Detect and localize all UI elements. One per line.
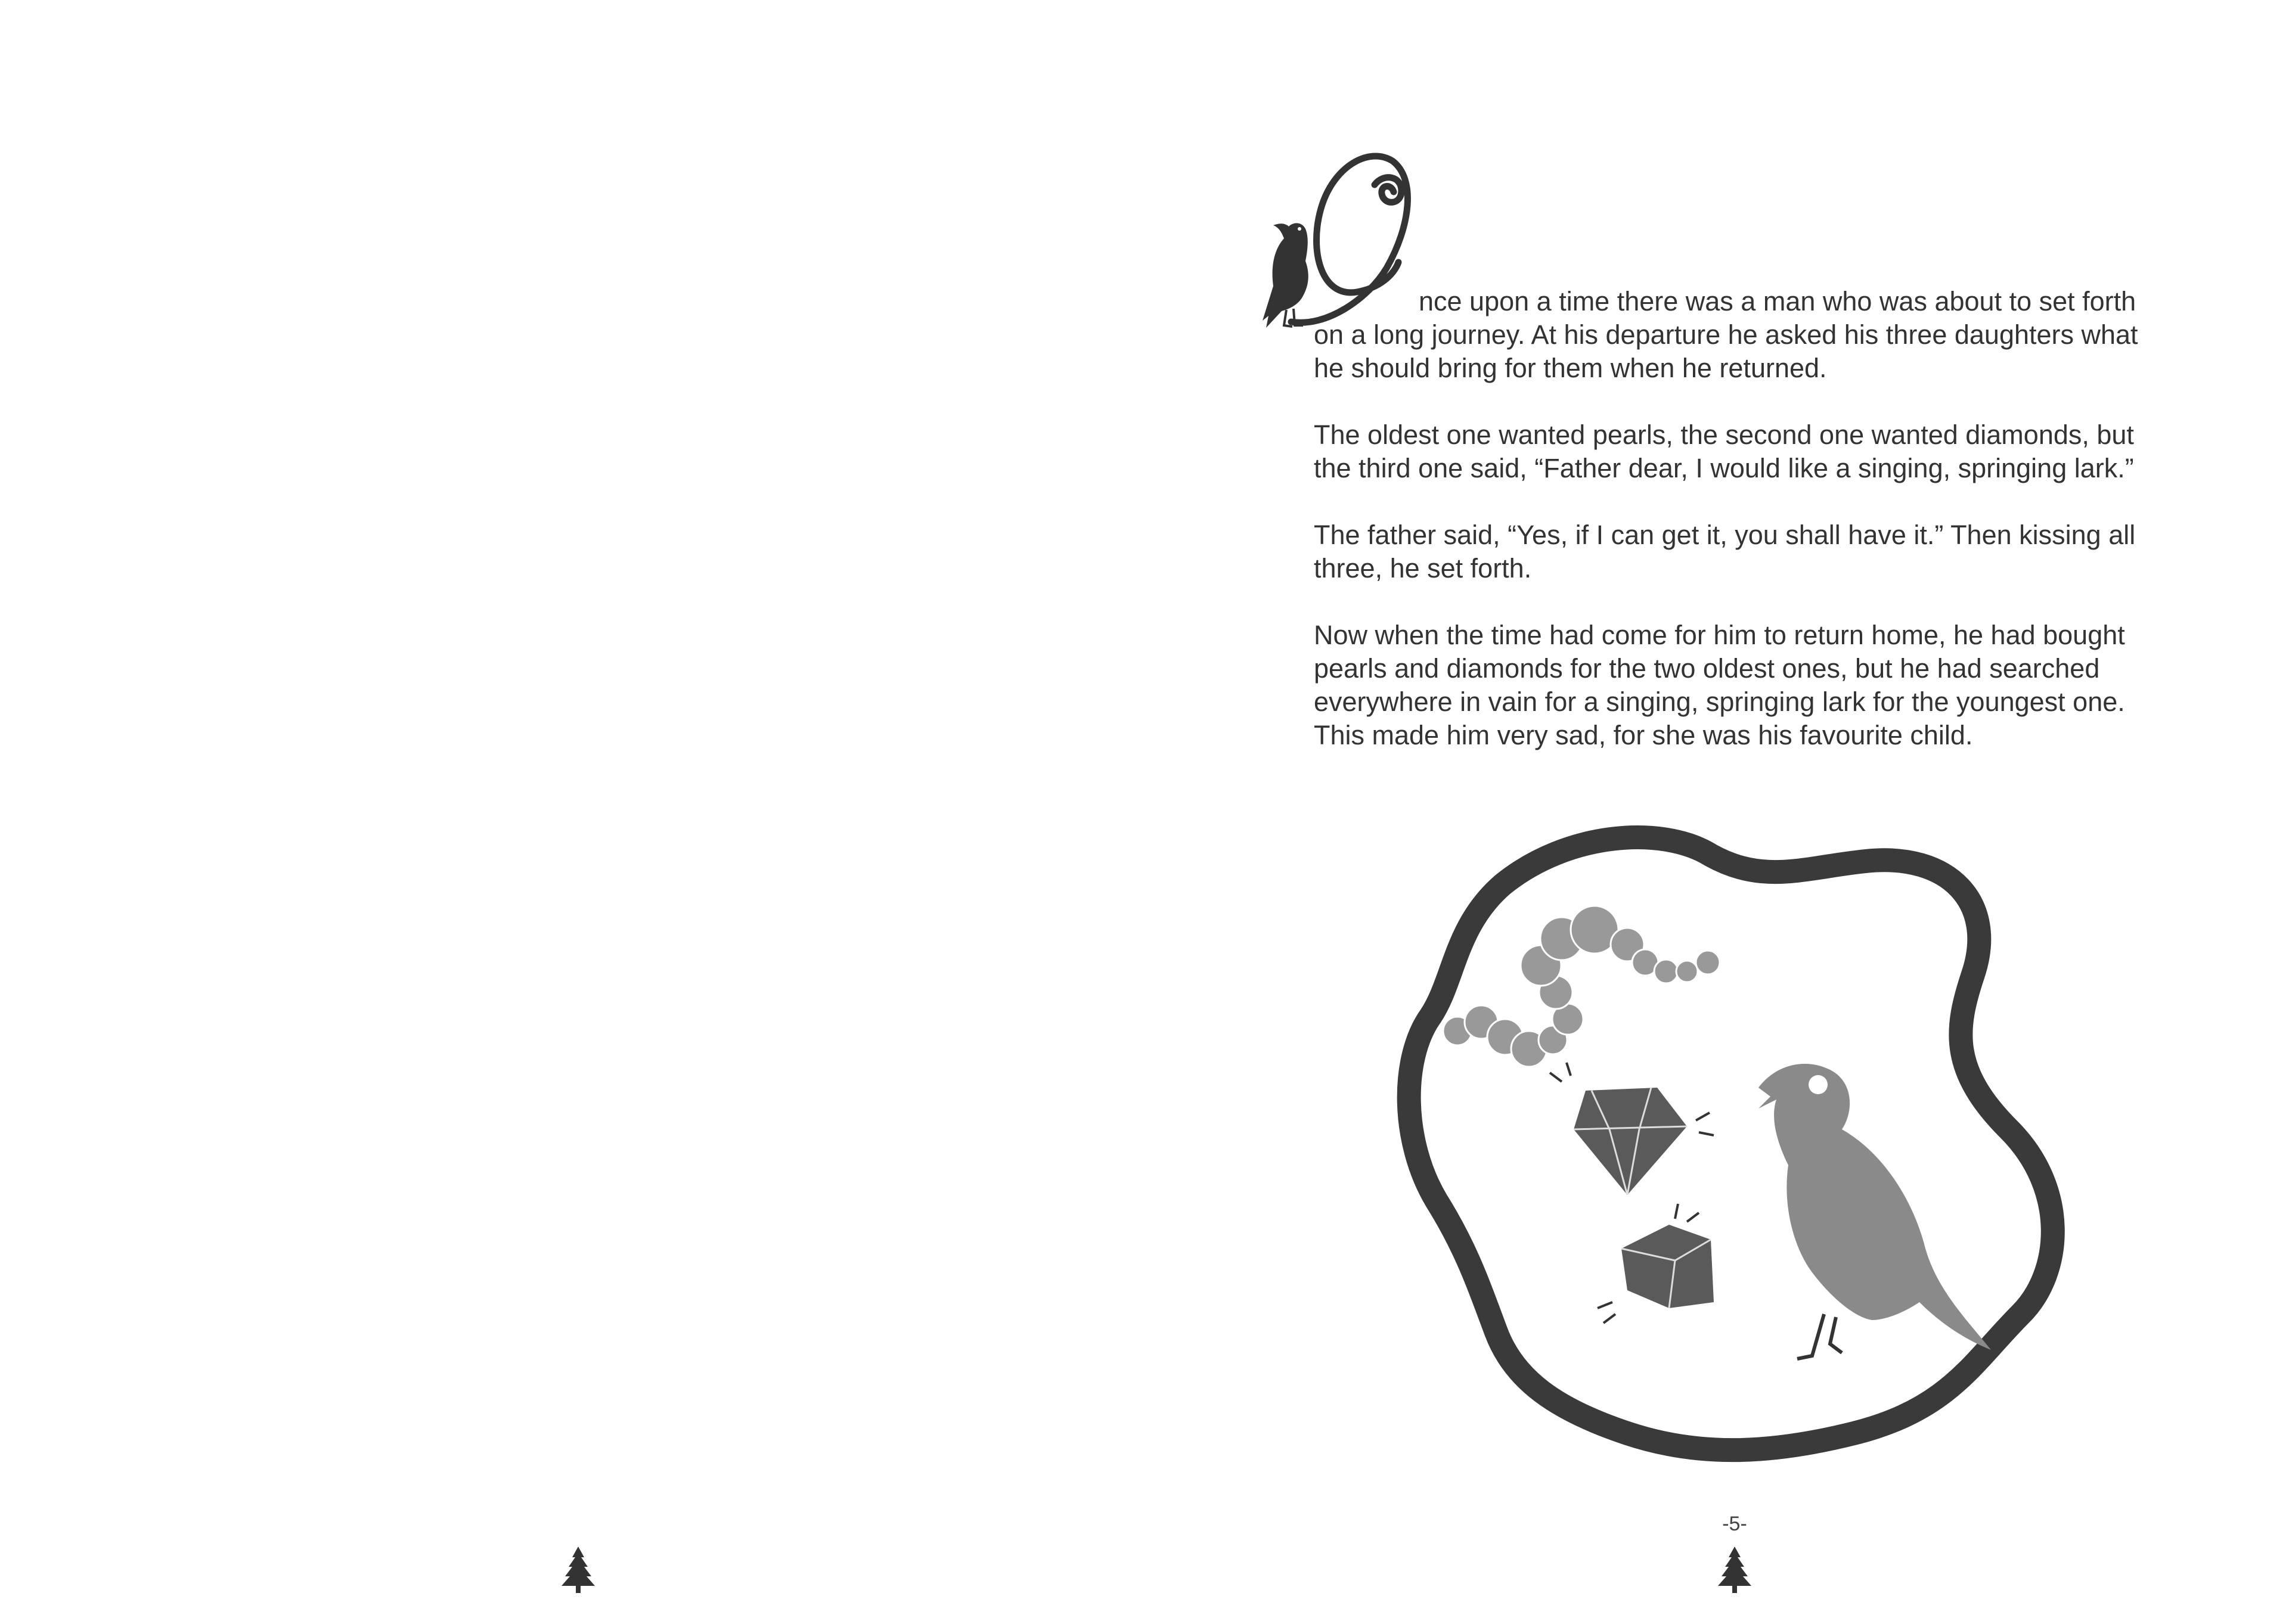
lark-icon: [1758, 1064, 1991, 1359]
pearl-necklace-icon: [1443, 906, 1720, 1067]
tree-icon: [1717, 1547, 1753, 1593]
diamond-icon: [1598, 1204, 1714, 1323]
paragraph-3: The father said, “Yes, if I can get it, you shall have it.” Then kissing all three, he set forth.: [1314, 520, 2136, 583]
illustration: [1377, 819, 2110, 1475]
blob-frame: [1409, 837, 2053, 1450]
diamond-icon: [1550, 1063, 1714, 1195]
left-page: [0, 0, 1144, 1624]
crow-icon: [1263, 223, 1308, 328]
paragraph-1: nce upon a time there was a man who was about to set forth on a long journey. At his departure he asked his three daughters what he should bring for them when he returned.: [1314, 286, 2138, 383]
paragraph-4: Now when the time had come for him to return home, he had bought pearls and diamonds for the two oldest ones, but he had searched everywhere in vain for a singing, springing lark for the youngest one. This made him very sad, for she was his favourite child.: [1314, 620, 2125, 750]
story-text: [1314, 285, 2172, 785]
paragraph-2: The oldest one wanted pearls, the second one wanted diamonds, but the third one said, “Father dear, I would like a singing, springing lark.”: [1314, 420, 2134, 483]
tree-icon: [560, 1547, 596, 1593]
page-number: -5-: [1722, 1513, 1747, 1535]
